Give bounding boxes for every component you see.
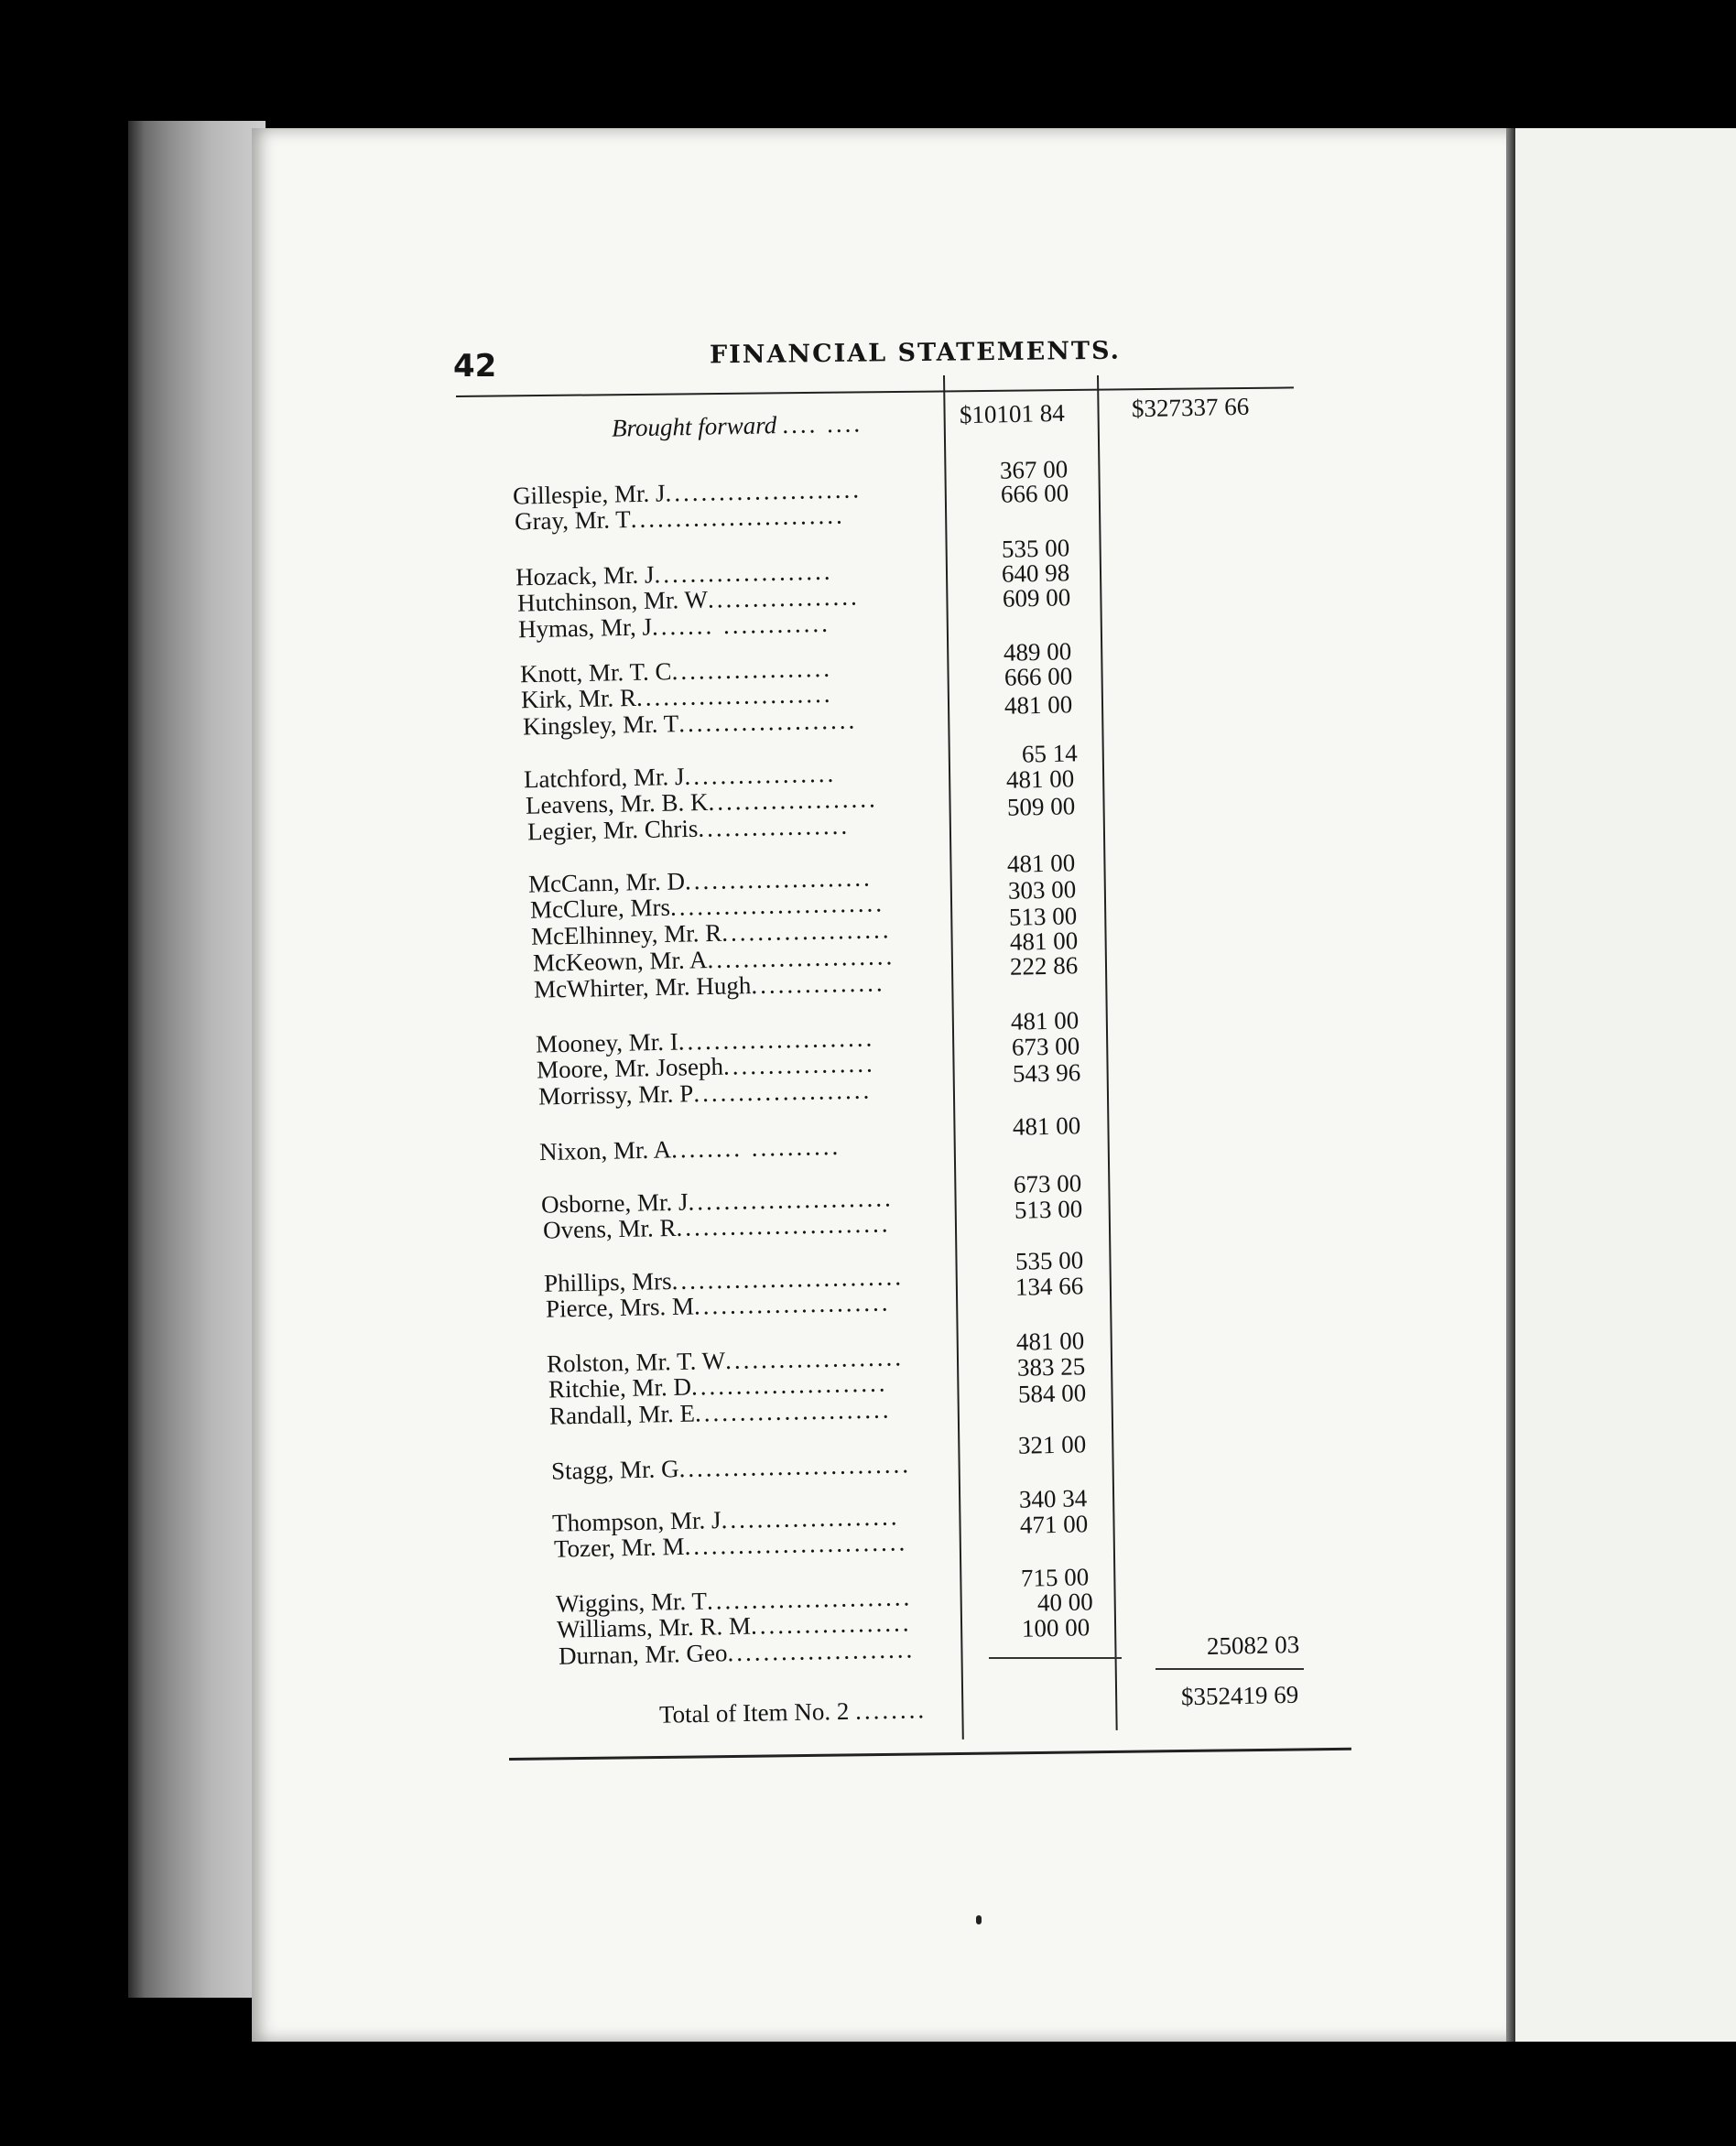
entry-amount: 673 00	[1011, 1032, 1080, 1061]
ledger-entry	[518, 610, 830, 645]
brought-forward-col1: $10101 84	[959, 398, 1066, 429]
entry-amount: 367 00	[999, 455, 1069, 484]
leader-dots: ....................	[654, 557, 833, 589]
leader-dots: ....................	[692, 1076, 873, 1108]
entry-amount: 513 00	[1008, 902, 1078, 931]
leader-dots: ......................	[694, 1395, 893, 1427]
entry-name: Hozack, Mr. J	[515, 560, 655, 591]
entry-name: Stagg, Mr. G	[550, 1455, 679, 1485]
entry-name: Moore, Mr. Joseph	[537, 1052, 724, 1084]
entry-name: Ritchie, Mr. D	[548, 1372, 692, 1404]
amount-column-underline	[989, 1657, 1122, 1659]
entry-name: McElhinney, Mr. R	[530, 918, 722, 950]
leader-dots: .........................	[684, 1528, 908, 1560]
entry-name: Wiggins, Mr. T	[555, 1587, 707, 1618]
entry-amount: 303 00	[1007, 875, 1077, 905]
leader-dots: ....................	[721, 1502, 901, 1534]
entry-name: Randall, Mr. E	[549, 1399, 696, 1430]
entry-amount: 222 86	[1009, 951, 1079, 981]
entry-amount: 489 00	[1003, 637, 1072, 667]
entry-name: Osborne, Mr. J	[540, 1187, 689, 1219]
leader-dots: ......................	[690, 1369, 888, 1401]
entry-amount: 640 98	[1001, 558, 1070, 588]
entry-name: Durnan, Mr. Geo	[558, 1639, 728, 1670]
entry-amount: 535 00	[1014, 1246, 1084, 1275]
leader-dots: ........................	[675, 1209, 891, 1241]
page-title: FINANCIAL STATEMENTS.	[709, 336, 1122, 370]
entry-name: Gray, Mr. T	[514, 505, 631, 536]
leader-dots: .......................	[688, 1184, 894, 1216]
leader-dots: ........................	[669, 889, 884, 921]
ledger-entry	[539, 1133, 841, 1166]
entry-name: Latchford, Mr. J	[524, 762, 686, 794]
entry-name: McKeown, Mr. A	[532, 946, 708, 977]
leader-dots: .................	[684, 759, 837, 790]
leader-dots: .................	[697, 811, 850, 842]
entry-name: Ovens, Mr. R	[542, 1213, 677, 1244]
entry-amount: 481 00	[1012, 1111, 1081, 1141]
entry-name: Legier, Mr. Chris	[526, 814, 699, 846]
entry-amount: 134 66	[1014, 1272, 1084, 1301]
entry-name: Gillespie, Mr. J	[512, 479, 666, 510]
leader-dots: ......................	[678, 1024, 875, 1056]
leader-dots: .....................	[684, 863, 873, 895]
leader-dots: ....................	[678, 706, 858, 738]
brought-forward-col2: $327337 66	[1131, 392, 1250, 423]
entry-name: Hymas, Mr, J	[517, 612, 653, 644]
leader-dots: ......................	[693, 1288, 891, 1320]
entry-amount: 471 00	[1019, 1510, 1089, 1539]
brought-forward-label: Brought forward	[611, 411, 777, 442]
entry-amount: 40 00	[1036, 1588, 1094, 1617]
entry-name: Kirk, Mr. R	[521, 683, 637, 714]
leader-dots: .... ....	[782, 409, 864, 439]
leader-dots: ..................	[670, 654, 833, 686]
leader-dots: .....................	[706, 942, 895, 974]
entry-name: Pierce, Mrs. M	[545, 1292, 694, 1323]
total-line	[659, 1696, 928, 1729]
ink-speck	[976, 1915, 982, 1924]
total-amount: $352419 69	[1180, 1680, 1299, 1711]
leader-dots: ..........................	[678, 1450, 912, 1483]
entry-amount: 481 00	[1004, 690, 1073, 720]
subtotal-amount: 25082 03	[1206, 1631, 1300, 1660]
page-number: 42	[453, 348, 497, 385]
entry-name: Thompson, Mr. J	[552, 1506, 722, 1537]
leader-dots: .....................	[726, 1635, 916, 1667]
entry-name: Kingsley, Mr. T	[522, 710, 679, 741]
entry-name: Morrissy, Mr. P	[537, 1079, 694, 1111]
leader-dots: ..................	[750, 1609, 912, 1640]
book-page-edges	[128, 121, 266, 1998]
entry-amount: 481 00	[1010, 1006, 1080, 1035]
entry-amount: 481 00	[1009, 927, 1079, 956]
entry-name: Rolston, Mr. T. W	[546, 1347, 726, 1378]
entry-name: Hutchinson, Mr. W	[516, 585, 708, 617]
leader-dots: ...............	[751, 969, 886, 1000]
entry-amount: 321 00	[1017, 1430, 1087, 1459]
entry-amount: 383 25	[1016, 1352, 1086, 1382]
entry-name: McCann, Mr. D	[527, 867, 686, 898]
total-column-underline	[1156, 1668, 1304, 1670]
entry-amount: 481 00	[1015, 1327, 1085, 1356]
entry-amount: 481 00	[1005, 764, 1075, 794]
total-label: Total of Item No. 2	[658, 1696, 850, 1729]
entry-name: Mooney, Mr. I	[535, 1027, 678, 1058]
entry-amount: 65 14	[1021, 739, 1079, 768]
entry-name: Williams, Mr. R. M	[556, 1611, 752, 1643]
entry-name: Knott, Mr. T. C	[519, 657, 672, 688]
leader-dots: .................	[707, 582, 860, 613]
leader-dots: .................	[723, 1049, 876, 1080]
leader-dots: ....................	[724, 1343, 905, 1374]
leader-dots: ...................	[722, 916, 892, 947]
leader-dots: ....... ............	[651, 609, 831, 641]
entry-name: McWhirter, Mr. Hugh	[533, 971, 752, 1003]
entry-name: Phillips, Mrs	[543, 1267, 672, 1297]
entry-amount: 584 00	[1017, 1379, 1087, 1408]
entry-amount: 543 96	[1012, 1058, 1081, 1088]
entry-amount: 673 00	[1013, 1169, 1082, 1198]
leader-dots: ........................	[629, 501, 845, 534]
entry-amount: 609 00	[1002, 583, 1071, 612]
leader-dots: ......................	[665, 475, 863, 507]
entry-amount: 340 34	[1018, 1484, 1088, 1513]
entry-name: Tozer, Mr. M	[553, 1532, 685, 1563]
entry-name: Leavens, Mr. B. K	[525, 787, 709, 819]
entry-name: McClure, Mrs	[529, 893, 670, 924]
entry-amount: 666 00	[1000, 479, 1069, 508]
leader-dots: ........	[854, 1696, 928, 1725]
entry-amount: 666 00	[1004, 662, 1073, 691]
entry-amount: 715 00	[1020, 1563, 1090, 1592]
leader-dots: ...................	[708, 785, 878, 816]
entry-amount: 535 00	[1001, 534, 1070, 563]
leader-dots: ......................	[636, 679, 834, 711]
entry-amount: 100 00	[1021, 1613, 1090, 1642]
entry-amount: 509 00	[1006, 792, 1076, 821]
entry-amount: 513 00	[1014, 1195, 1083, 1224]
facing-page	[1515, 128, 1736, 2042]
entry-amount: 481 00	[1006, 849, 1076, 878]
leader-dots: .......................	[706, 1583, 912, 1615]
leader-dots: ..........................	[671, 1263, 905, 1295]
brought-forward-line	[612, 409, 863, 442]
leader-dots: ........ ..........	[671, 1132, 841, 1164]
entry-name: Nixon, Mr. A	[539, 1135, 672, 1166]
